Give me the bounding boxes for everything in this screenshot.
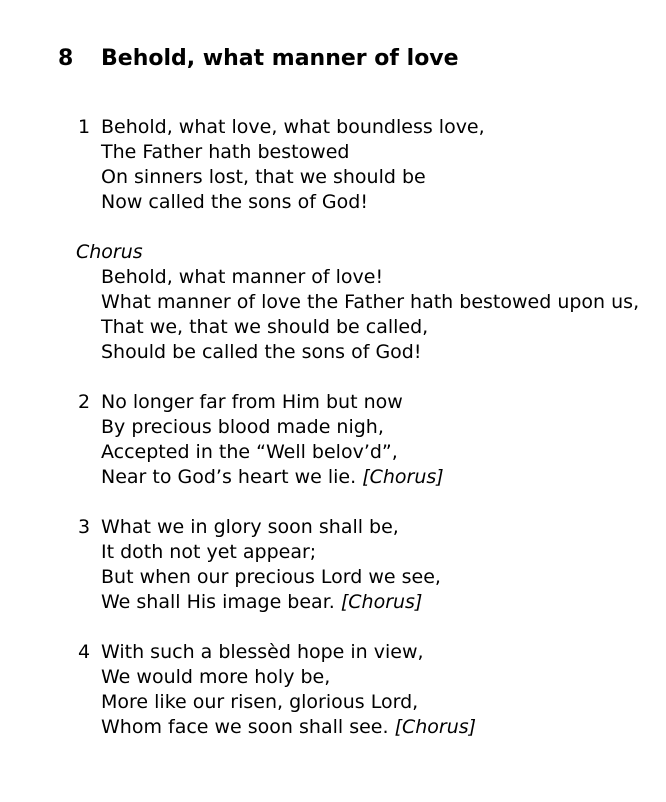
verse-line: The Father hath bestowed [101, 141, 350, 163]
verse-number: 2 [78, 391, 91, 413]
chorus-line: Behold, what manner of love! [101, 266, 384, 288]
verse-line: Now called the sons of God! [101, 191, 368, 213]
verse-line: But when our precious Lord we see, [101, 566, 441, 588]
hymn-number: 8 [58, 46, 74, 71]
verse-line: By precious blood made nigh, [101, 416, 384, 438]
verse-line [101, 715, 639, 740]
chorus-line: What manner of love the Father hath bestowed upon us, [101, 291, 640, 313]
verse-4 [78, 640, 639, 740]
verse-line-text: Near to God’s heart we lie. [101, 466, 357, 488]
hymn-body [78, 115, 639, 765]
verse-2 [78, 390, 639, 490]
hymn-heading [58, 44, 459, 74]
verse-line-text: We shall His image bear. [101, 591, 335, 613]
hymn-title: Behold, what manner of love [101, 46, 459, 71]
chorus-reference: [Chorus] [362, 466, 444, 488]
chorus [78, 240, 639, 365]
verse-line: No longer far from Him but now [101, 391, 403, 413]
verse-number: 4 [78, 641, 91, 663]
verse-line: It doth not yet appear; [101, 541, 317, 563]
verse-line [101, 590, 639, 615]
verse-1 [78, 115, 639, 215]
verse-line: We would more holy be, [101, 666, 331, 688]
verse-line: Behold, what love, what boundless love, [101, 116, 485, 138]
verse-line: With such a blessèd hope in view, [101, 641, 424, 663]
chorus-line: That we, that we should be called, [101, 316, 429, 338]
verse-line: More like our risen, glorious Lord, [101, 691, 419, 713]
verse-line: On sinners lost, that we should be [101, 166, 426, 188]
chorus-label: Chorus [76, 241, 143, 263]
chorus-reference: [Chorus] [394, 716, 477, 738]
verse-line: What we in glory soon shall be, [101, 516, 399, 538]
verse-number: 3 [78, 516, 91, 538]
verse-line: Accepted in the “Well belov’d”, [101, 441, 398, 463]
verse-number: 1 [78, 116, 91, 138]
verse-3 [78, 515, 639, 615]
chorus-line: Should be called the sons of God! [101, 341, 422, 363]
verse-line-text: Whom face we soon shall see. [101, 716, 389, 738]
verse-line [101, 465, 639, 490]
chorus-reference: [Chorus] [340, 591, 423, 613]
